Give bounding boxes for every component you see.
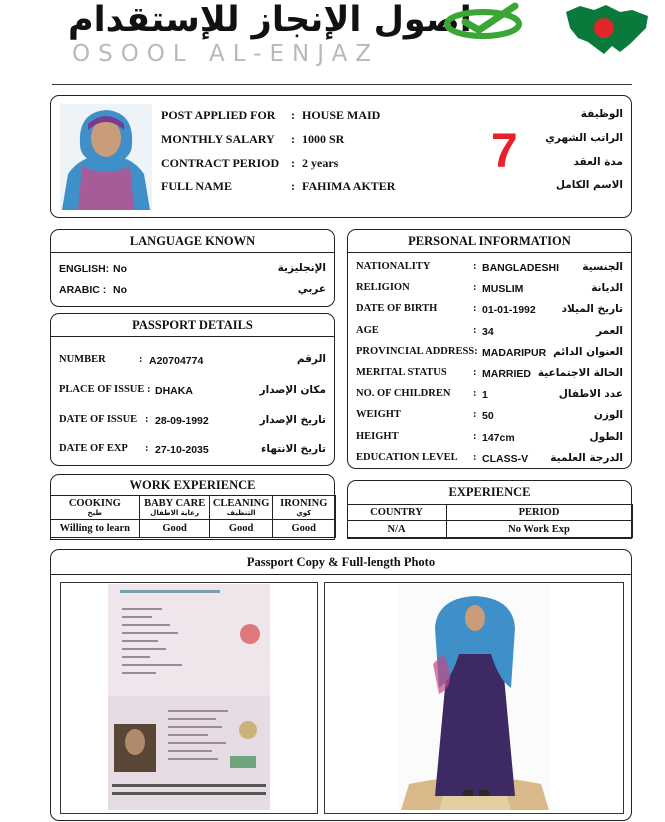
- personal-row-arabic: تاريخ الميلاد: [561, 303, 623, 316]
- personal-row-value: BANGLADESHI: [482, 262, 560, 274]
- bangladesh-map-icon: [560, 2, 655, 60]
- personal-title: PERSONAL INFORMATION: [408, 234, 571, 248]
- logo-arabic-text: اصول الإنجاز للإستقدام: [68, 0, 472, 40]
- colon: :: [291, 156, 295, 170]
- personal-row-value: 50: [482, 410, 494, 423]
- colon: :: [473, 282, 477, 294]
- babycare-value: Good: [140, 520, 210, 538]
- personal-row-arabic: عدد الاطفال: [558, 388, 623, 401]
- personal-row-label: DATE OF BIRTH: [356, 303, 438, 315]
- experience-card: [347, 480, 632, 539]
- colon: :: [473, 430, 477, 442]
- personal-row-label: PROVINCIAL ADDRESS:: [356, 345, 478, 357]
- header-divider: [52, 84, 632, 85]
- date-of-issue-label: DATE OF ISSUE: [59, 414, 138, 425]
- work-value-row: [50, 520, 335, 538]
- arabic-label: ARABIC :: [59, 284, 107, 296]
- profile-card: [50, 95, 632, 218]
- country-value: N/A: [347, 521, 446, 538]
- date-of-issue-arabic: تاريخ الإصدار: [259, 414, 326, 426]
- period-value: No Work Exp: [446, 521, 632, 538]
- personal-row-value: MARRIED: [482, 368, 531, 380]
- date-of-exp-arabic: تاريخ الانتهاء: [261, 443, 326, 455]
- colon: :: [145, 443, 149, 454]
- personal-row-label: MERITAL STATUS: [356, 367, 447, 378]
- colon: :: [473, 261, 477, 272]
- salary-value: 1000 SR: [302, 132, 345, 146]
- experience-header-row: [347, 505, 632, 521]
- post-value: HOUSE MAID: [302, 108, 381, 122]
- personal-row-value: 1: [482, 389, 488, 402]
- cooking-header: COOKING طبخ: [50, 496, 140, 520]
- personal-row-arabic: الوزن: [593, 409, 623, 422]
- ironing-value: Good: [273, 520, 335, 538]
- personal-row-label: EDUCATION LEVEL: [356, 451, 458, 463]
- english-arabic: الإنجليزية: [277, 262, 326, 274]
- personal-row-arabic: العمر: [595, 324, 623, 337]
- passport-number-arabic: الرقم: [296, 353, 326, 365]
- cleaning-value: Good: [210, 520, 273, 538]
- post-arabic: الوظيفة: [580, 108, 623, 120]
- personal-row-value: MADARIPUR: [482, 346, 547, 359]
- period-header: PERIOD: [446, 505, 632, 521]
- section-divider: [51, 252, 334, 253]
- personal-row-arabic: الجنسية: [582, 261, 623, 273]
- personal-row-arabic: الحالة الاجتماعية: [537, 367, 623, 379]
- passport-title: PASSPORT DETAILS: [132, 318, 253, 332]
- colon: :: [139, 354, 143, 365]
- personal-row-label: HEIGHT: [356, 430, 399, 442]
- personal-info-card: [347, 229, 632, 469]
- section-divider: [348, 252, 631, 253]
- fullname-label: FULL NAME: [161, 179, 233, 193]
- colon: :: [473, 303, 477, 315]
- arabic-value: No: [113, 284, 127, 296]
- passport-card: [50, 313, 335, 466]
- personal-row-arabic: الطول: [589, 430, 623, 443]
- personal-row-arabic: العنوان الدائم: [553, 345, 623, 358]
- work-experience-card: [50, 474, 335, 540]
- personal-row-label: NATIONALITY: [356, 261, 431, 272]
- personal-row-value: 34: [482, 325, 494, 338]
- logo-english-text: OSOOL AL-ENJAZ: [72, 41, 380, 67]
- experience-table: [347, 504, 633, 538]
- colon: :: [291, 179, 295, 193]
- cooking-value: Willing to learn: [50, 520, 140, 538]
- section-divider: [51, 574, 631, 575]
- colon: :: [147, 384, 151, 395]
- fullname-value: FAHIMA AKTER: [302, 179, 396, 193]
- personal-row-label: AGE: [356, 324, 379, 336]
- country-header: COUNTRY: [347, 505, 446, 521]
- colon: :: [291, 132, 295, 146]
- colon: :: [473, 367, 477, 378]
- work-title: WORK EXPERIENCE: [129, 478, 256, 492]
- language-card: [50, 229, 335, 307]
- language-title: LANGUAGE KNOWN: [129, 234, 256, 248]
- experience-title: EXPERIENCE: [448, 485, 531, 499]
- cleaning-header: CLEANING التنظيف: [210, 496, 273, 520]
- profile-number: 7: [491, 125, 518, 178]
- english-label: ENGLISH:: [59, 263, 110, 275]
- passport-number-value: A20704774: [149, 355, 204, 367]
- passport-number-label: NUMBER: [59, 354, 106, 365]
- date-of-issue-value: 28-09-1992: [155, 415, 209, 427]
- experience-value-row: [347, 521, 632, 538]
- babycare-header: BABY CARE رعاية الاطفال: [140, 496, 210, 520]
- personal-row-label: NO. OF CHILDREN: [356, 388, 451, 400]
- personal-row-value: 01-01-1992: [482, 304, 536, 317]
- personal-row-value: 147cm: [482, 431, 515, 444]
- passport-copy-frame: [60, 582, 318, 814]
- fullname-arabic: الاسم الكامل: [555, 179, 623, 191]
- section-divider: [51, 336, 334, 337]
- colon: :: [145, 414, 149, 425]
- colon: :: [473, 388, 477, 400]
- english-value: No: [113, 263, 127, 275]
- personal-row-label: RELIGION: [356, 282, 410, 294]
- contract-arabic: مدة العقد: [573, 156, 623, 168]
- contract-value: 2 years: [302, 156, 339, 170]
- ironing-header: IRONING كوي: [273, 496, 335, 520]
- logo-emblem-icon: [443, 2, 533, 40]
- personal-row-value: MUSLIM: [482, 283, 524, 296]
- colon: :: [473, 409, 477, 421]
- date-of-exp-label: DATE OF EXP: [59, 443, 128, 454]
- work-header-row: [50, 496, 335, 520]
- applicant-photo: [60, 104, 152, 210]
- salary-arabic: الراتب الشهري: [545, 132, 623, 144]
- personal-row-arabic: الديانة: [591, 282, 623, 295]
- place-of-issue-arabic: مكان الإصدار: [259, 384, 326, 396]
- passport-copy-image: [108, 584, 270, 810]
- contract-label: CONTRACT PERIOD: [161, 156, 280, 170]
- date-of-exp-value: 27-10-2035: [155, 444, 209, 456]
- work-table: [50, 495, 336, 538]
- arabic-arabic: عربي: [297, 283, 326, 295]
- colon: :: [291, 108, 295, 122]
- photos-title: Passport Copy & Full-length Photo: [246, 555, 436, 569]
- place-of-issue-value: DHAKA: [155, 385, 193, 397]
- photos-card: [50, 549, 632, 821]
- personal-row-arabic: الدرجة العلمية: [550, 451, 623, 464]
- post-label: POST APPLIED FOR: [161, 108, 276, 122]
- salary-label: MONTHLY SALARY: [161, 132, 275, 146]
- full-length-photo: [399, 584, 551, 810]
- personal-row-label: WEIGHT: [356, 409, 401, 421]
- colon: :: [473, 451, 477, 463]
- full-length-frame: [324, 582, 624, 814]
- place-of-issue-label: PLACE OF ISSUE: [59, 384, 145, 395]
- colon: :: [473, 324, 477, 336]
- personal-row-value: CLASS-V: [482, 452, 529, 465]
